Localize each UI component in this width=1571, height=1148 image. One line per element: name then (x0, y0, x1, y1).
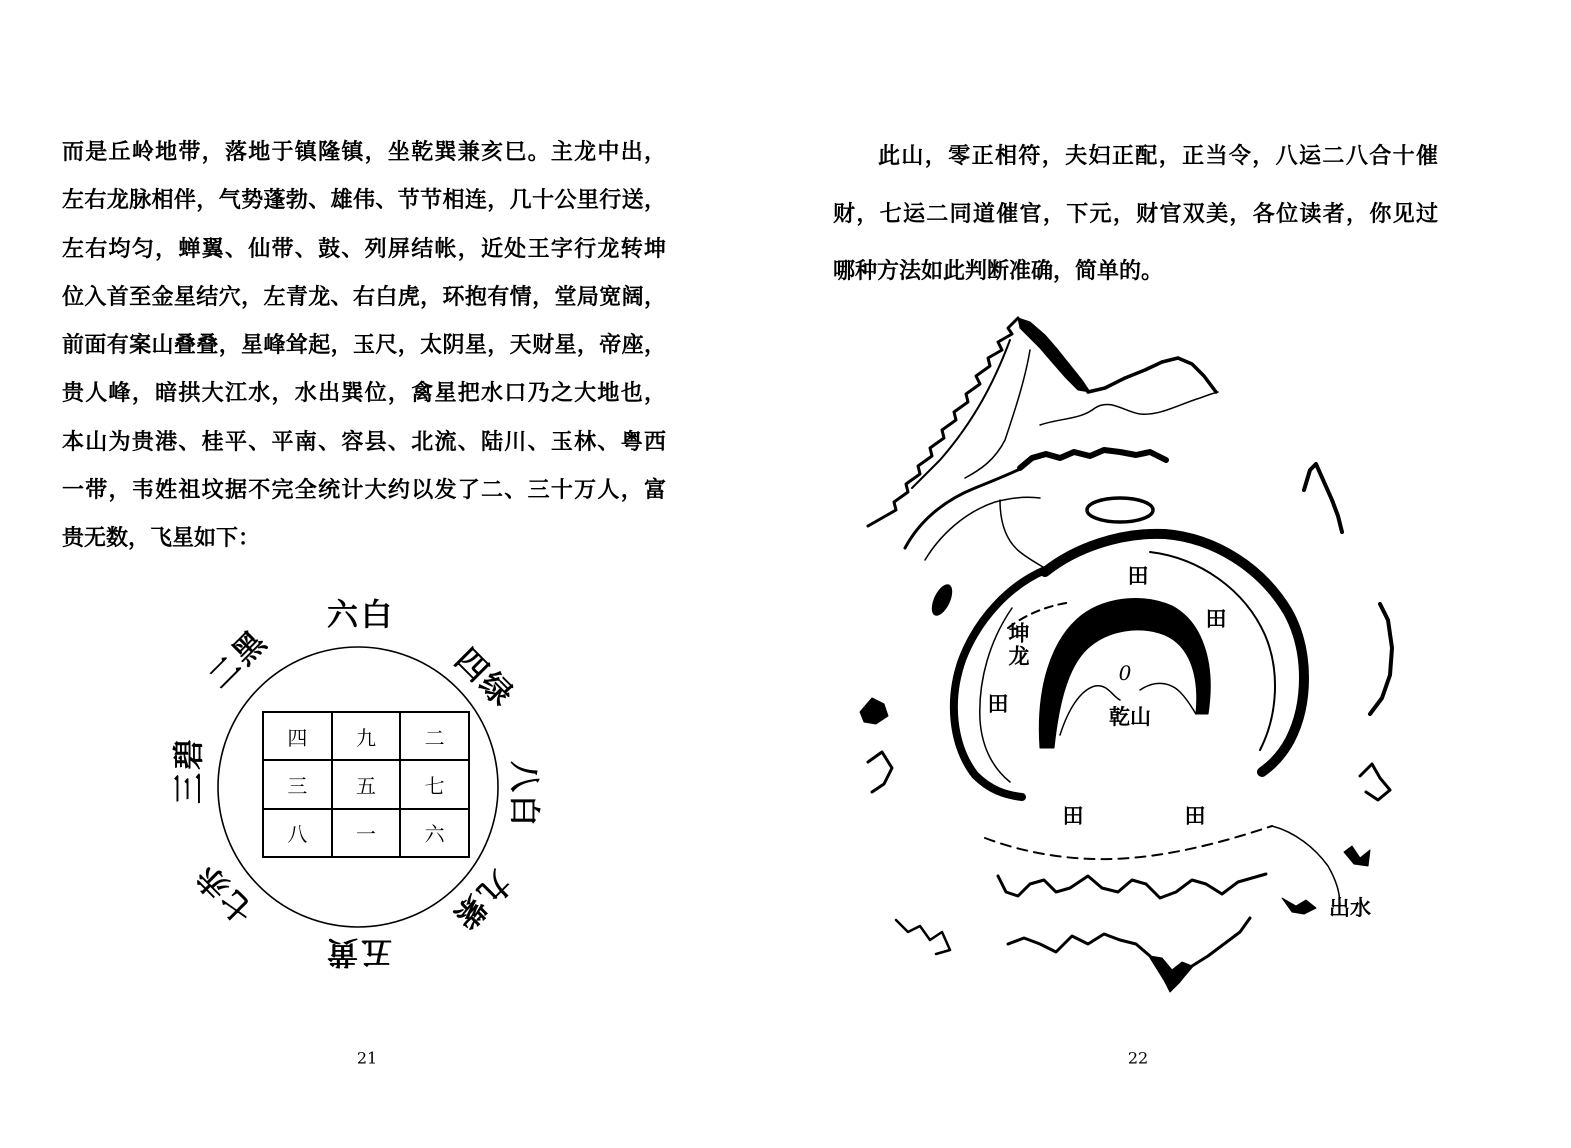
ring-label-bottom-right: 九紫 (443, 863, 518, 938)
right-distant-peak (1304, 464, 1342, 532)
flying-star-grid (262, 711, 470, 858)
text-line: 贵人峰，暗拱大江水，水出巽位，禽星把水口乃之大地也， (62, 380, 666, 407)
map-label-qian-mountain: 乾山 (1109, 704, 1151, 729)
grid-cell: 六 (400, 809, 469, 857)
small-hill-left (928, 581, 957, 619)
map-label-field: 田 (1205, 606, 1227, 631)
ring-label-top-left: 二黑 (201, 622, 276, 697)
ring-label-top: 六白 (327, 597, 395, 634)
mountain-left-slope (868, 318, 1018, 526)
mountain-right-ridge (1088, 358, 1216, 392)
grid-cell: 七 (400, 760, 469, 808)
ring-label-bottom: 五黄 (324, 933, 392, 970)
text-line: 一带，韦姓祖坟据不完全统计大约以发了二、三十万人，富 (62, 477, 666, 504)
bottom-left-hillock (896, 920, 950, 954)
map-label-mark: 0 (1118, 661, 1132, 685)
right-page-paragraph (833, 128, 1438, 301)
left-small-ridge (868, 752, 892, 792)
second-ridge (1020, 450, 1166, 468)
text-line: 左右均匀，蝉翼、仙带、鼓、列屏结帐，近处王字行龙转坤 (62, 235, 666, 262)
page-number-right: 22 (1127, 1048, 1149, 1068)
grid-cell: 三 (263, 760, 332, 808)
landscape-map (860, 318, 1392, 992)
mountain-inner-slope (912, 340, 1010, 488)
ring-label-left: 三碧 (171, 736, 208, 804)
front-ridge-lower (1008, 918, 1250, 988)
text-line: 哪种方法如此判断准确，简单的。 (833, 258, 1164, 284)
map-label-field: 田 (1062, 803, 1084, 828)
grid-cell: 四 (263, 712, 332, 760)
text-line: 本山为贵港、桂平、平南、容县、北流、陆川、玉林、粤西 (62, 428, 666, 455)
front-ridge-upper (998, 874, 1266, 898)
text-line: 贵无数，飞星如下： (62, 525, 261, 552)
left-crescent-ridge (954, 570, 1045, 797)
left-small-hill (860, 698, 888, 724)
grid-cell: 二 (400, 712, 469, 760)
text-line: 前面有案山叠叠，星峰耸起，玉尺，太阴星，天财星，帝座， (62, 332, 666, 359)
front-hill-shadow (1150, 956, 1192, 992)
outlet-marker (1282, 898, 1316, 914)
map-label-field: 田 (1127, 563, 1149, 588)
grid-cell: 八 (263, 809, 332, 857)
mountain-foot-line (1040, 392, 1218, 425)
grid-cell: 五 (332, 760, 401, 808)
text-line: 财，七运二同道催官，下元，财官双美，各位读者，你见过 (833, 200, 1438, 227)
text-line: 此山，零正相符，夫妇正配，正当令，八运二八合十催 (878, 143, 1438, 169)
island (1087, 498, 1153, 522)
water-boundary-dashed (985, 826, 1272, 859)
ring-label-right: 八白 (505, 761, 542, 829)
map-label-kun-dragon: 坤龙 (1006, 622, 1031, 668)
left-page-paragraph (62, 128, 666, 563)
grid-cell: 一 (332, 809, 401, 857)
grid-cell: 九 (332, 712, 401, 760)
right-tiny-hill (1344, 846, 1370, 866)
right-distant-ridge (1370, 604, 1392, 714)
outer-crescent-inner-edge (1150, 552, 1275, 750)
second-tier-band (905, 468, 1022, 548)
text-line: 位入首至金星结穴，左青龙、右白虎，环抱有情，堂局宽阔， (62, 283, 666, 310)
text-line: 左右龙脉相伴，气势蓬勃、雄伟、节节相连，几十公里行送， (62, 187, 666, 214)
ring-label-top-right: 四绿 (447, 641, 522, 716)
map-label-water-outlet: 出水 (1329, 895, 1371, 920)
page-number-left: 21 (356, 1048, 378, 1068)
valley-line (1000, 500, 1048, 570)
ring-label-bottom-left: 七赤 (187, 855, 262, 930)
right-small-hill (1360, 764, 1390, 800)
map-label-field: 田 (987, 691, 1009, 716)
map-label-field: 田 (1184, 803, 1206, 828)
text-line: 而是丘岭地带，落地于镇隆镇，坐乾巽兼亥巳。主龙中出， (62, 139, 666, 165)
